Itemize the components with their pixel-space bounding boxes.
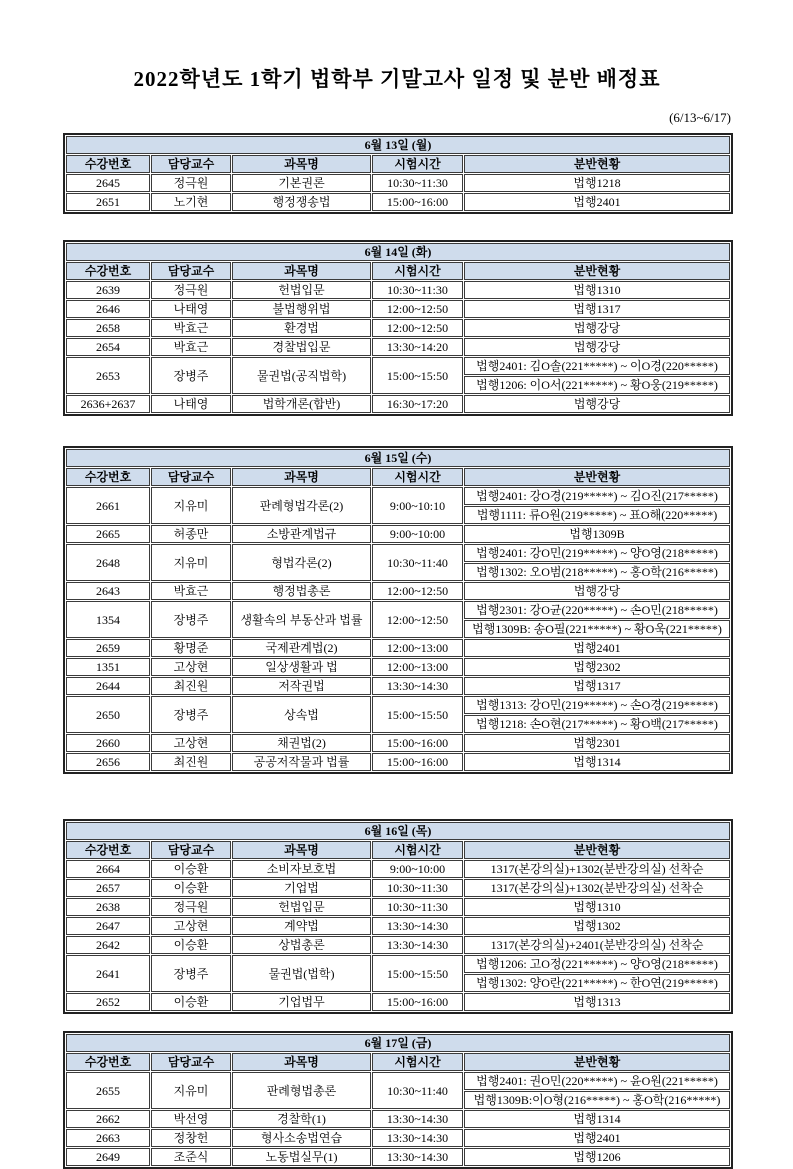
cell-course-no: 2649 [66,1148,150,1166]
cell-time: 13:30~14:30 [372,917,463,935]
cell-subject: 상법총론 [232,936,371,954]
cell-subject: 저작권법 [232,677,371,695]
cell-course-no: 2636+2637 [66,395,150,413]
cell-section: 법행1317 [464,300,730,318]
table-row [66,1072,730,1090]
column-header: 수강번호 [66,841,150,859]
cell-subject: 판례형법각론(2) [232,487,371,524]
exam-table-day-1 [63,133,733,214]
column-header: 시험시간 [372,841,463,859]
column-header: 시험시간 [372,262,463,280]
cell-course-no: 2646 [66,300,150,318]
cell-section: 법행1309B [464,525,730,543]
cell-professor: 허종만 [151,525,231,543]
exam-table-day-4 [63,819,733,1014]
cell-course-no: 2642 [66,936,150,954]
cell-professor: 박효근 [151,338,231,356]
cell-time: 12:00~12:50 [372,601,463,638]
cell-section: 법행1206 [464,1148,730,1166]
cell-time: 12:00~12:50 [372,582,463,600]
cell-subject: 환경법 [232,319,371,337]
cell-section: 법행1309B:이O형(216*****) ~ 홍O학(216*****) [464,1091,730,1109]
column-header: 담당교수 [151,841,231,859]
cell-professor: 황명준 [151,639,231,657]
cell-course-no: 2661 [66,487,150,524]
exam-table-day-5 [63,1031,733,1169]
column-header: 시험시간 [372,468,463,486]
cell-time: 13:30~14:20 [372,338,463,356]
date-range-label: (6/13~6/17) [669,110,731,125]
table-row [66,281,730,299]
table-row [66,174,730,192]
cell-section: 법행1314 [464,753,730,771]
cell-course-no: 2665 [66,525,150,543]
cell-course-no: 2638 [66,898,150,916]
table-row [66,1129,730,1147]
cell-subject: 법학개론(합반) [232,395,371,413]
cell-time: 16:30~17:20 [372,395,463,413]
column-header: 수강번호 [66,1053,150,1071]
cell-section: 법행1218 [464,174,730,192]
cell-section: 법행1218: 손O현(217*****) ~ 황O백(217*****) [464,715,730,733]
table-row [66,860,730,878]
column-header: 분반현황 [464,155,730,173]
cell-subject: 공공저작물과 법률 [232,753,371,771]
table-row [66,734,730,752]
cell-section: 법행1206: 고O정(221*****) ~ 양O영(218*****) [464,955,730,973]
cell-time: 13:30~14:30 [372,1148,463,1166]
cell-course-no: 2659 [66,639,150,657]
cell-professor: 나태영 [151,300,231,318]
table-row [66,639,730,657]
table-row [66,993,730,1011]
day-header-row [66,822,730,840]
cell-professor: 최진원 [151,677,231,695]
cell-professor: 정극원 [151,898,231,916]
cell-subject: 기업법무 [232,993,371,1011]
column-header: 과목명 [232,262,371,280]
cell-professor: 정창헌 [151,1129,231,1147]
day-header-row [66,449,730,467]
table-row [66,1148,730,1166]
cell-section: 법행2401: 김O솔(221*****) ~ 이O경(220*****) [464,357,730,375]
exam-schedule-tables [63,133,731,1169]
cell-course-no: 2662 [66,1110,150,1128]
cell-professor: 이승환 [151,993,231,1011]
cell-time: 13:30~14:30 [372,936,463,954]
day-header: 6월 13일 (월) [66,136,730,154]
table-row [66,357,730,375]
cell-time: 15:00~15:50 [372,357,463,394]
cell-subject: 국제관계법(2) [232,639,371,657]
day-header: 6월 16일 (목) [66,822,730,840]
column-header: 과목명 [232,468,371,486]
cell-course-no: 1354 [66,601,150,638]
cell-professor: 고상현 [151,658,231,676]
cell-course-no: 2639 [66,281,150,299]
cell-course-no: 2652 [66,993,150,1011]
day-header: 6월 15일 (수) [66,449,730,467]
cell-section: 법행강당 [464,319,730,337]
cell-time: 10:30~11:30 [372,174,463,192]
cell-section: 법행2401: 강O경(219*****) ~ 김O진(217*****) [464,487,730,505]
cell-section: 법행2401: 강O민(219*****) ~ 양O영(218*****) [464,544,730,562]
cell-course-no: 2657 [66,879,150,897]
cell-professor: 박효근 [151,319,231,337]
document-content [63,0,731,1169]
cell-course-no: 2664 [66,860,150,878]
cell-section: 법행1302: 오O범(218*****) ~ 홍O학(216*****) [464,563,730,581]
cell-time: 13:30~14:30 [372,1129,463,1147]
column-header: 분반현황 [464,468,730,486]
table-row [66,395,730,413]
cell-time: 15:00~15:50 [372,955,463,992]
table-row [66,677,730,695]
cell-time: 10:30~11:30 [372,281,463,299]
column-header-row [66,468,730,486]
cell-professor: 박선영 [151,1110,231,1128]
cell-section: 법행2401 [464,1129,730,1147]
exam-table-day-3 [63,446,733,774]
cell-time: 13:30~14:30 [372,677,463,695]
cell-course-no: 2654 [66,338,150,356]
page-title: 2022학년도 1학기 법학부 기말고사 일정 및 분반 배정표 [133,67,661,91]
cell-subject: 일상생활과 법 [232,658,371,676]
cell-professor: 최진원 [151,753,231,771]
cell-subject: 형사소송법연습 [232,1129,371,1147]
column-header-row [66,155,730,173]
cell-time: 12:00~12:50 [372,319,463,337]
table-row [66,582,730,600]
cell-section: 법행1310 [464,898,730,916]
cell-section: 법행1302 [464,917,730,935]
cell-course-no: 2658 [66,319,150,337]
day-header: 6월 14일 (화) [66,243,730,261]
cell-professor: 이승환 [151,879,231,897]
table-row [66,193,730,211]
cell-section: 법행2401 [464,639,730,657]
column-header: 담당교수 [151,468,231,486]
cell-section: 법행강당 [464,395,730,413]
table-row [66,319,730,337]
cell-course-no: 1351 [66,658,150,676]
cell-section: 법행1313 [464,993,730,1011]
cell-time: 15:00~16:00 [372,734,463,752]
day-header-row [66,136,730,154]
cell-time: 15:00~16:00 [372,193,463,211]
column-header: 담당교수 [151,1053,231,1071]
cell-subject: 소방관계법규 [232,525,371,543]
cell-course-no: 2660 [66,734,150,752]
cell-section: 법행2301: 강O균(220*****) ~ 손O민(218*****) [464,601,730,619]
cell-section: 1317(본강의실)+1302(분반강의실) 선착순 [464,860,730,878]
table-row [66,917,730,935]
cell-professor: 지유미 [151,487,231,524]
table-row [66,525,730,543]
cell-subject: 채권법(2) [232,734,371,752]
cell-professor: 지유미 [151,1072,231,1109]
table-row [66,487,730,505]
cell-professor: 고상현 [151,917,231,935]
column-header: 시험시간 [372,155,463,173]
cell-section: 법행2401 [464,193,730,211]
cell-subject: 행정쟁송법 [232,193,371,211]
column-header: 담당교수 [151,155,231,173]
cell-course-no: 2647 [66,917,150,935]
cell-time: 13:30~14:30 [372,1110,463,1128]
cell-time: 9:00~10:00 [372,860,463,878]
cell-time: 10:30~11:30 [372,898,463,916]
cell-professor: 고상현 [151,734,231,752]
cell-course-no: 2653 [66,357,150,394]
cell-section: 법행1111: 류O원(219*****) ~ 표O해(220*****) [464,506,730,524]
cell-professor: 장병주 [151,696,231,733]
cell-course-no: 2641 [66,955,150,992]
cell-professor: 지유미 [151,544,231,581]
cell-time: 10:30~11:40 [372,544,463,581]
cell-subject: 경찰학(1) [232,1110,371,1128]
cell-professor: 나태영 [151,395,231,413]
cell-professor: 정극원 [151,174,231,192]
exam-table-day-2 [63,240,733,416]
cell-time: 9:00~10:00 [372,525,463,543]
cell-professor: 정극원 [151,281,231,299]
cell-subject: 헌법입문 [232,281,371,299]
cell-section: 법행2302 [464,658,730,676]
cell-course-no: 2644 [66,677,150,695]
cell-professor: 노기현 [151,193,231,211]
table-row [66,338,730,356]
cell-time: 15:00~16:00 [372,993,463,1011]
cell-subject: 상속법 [232,696,371,733]
cell-course-no: 2648 [66,544,150,581]
cell-time: 10:30~11:30 [372,879,463,897]
cell-course-no: 2663 [66,1129,150,1147]
cell-subject: 기업법 [232,879,371,897]
cell-professor: 이승환 [151,936,231,954]
cell-professor: 박효근 [151,582,231,600]
day-header-row [66,1034,730,1052]
cell-section: 1317(본강의실)+1302(분반강의실) 선착순 [464,879,730,897]
cell-section: 법행1314 [464,1110,730,1128]
cell-professor: 장병주 [151,357,231,394]
cell-course-no: 2645 [66,174,150,192]
table-row [66,658,730,676]
cell-subject: 노동법실무(1) [232,1148,371,1166]
cell-subject: 불법행위법 [232,300,371,318]
cell-time: 12:00~12:50 [372,300,463,318]
cell-professor: 조준식 [151,1148,231,1166]
column-header: 과목명 [232,841,371,859]
cell-time: 12:00~13:00 [372,639,463,657]
cell-subject: 계약법 [232,917,371,935]
cell-course-no: 2643 [66,582,150,600]
day-header: 6월 17일 (금) [66,1034,730,1052]
cell-time: 15:00~15:50 [372,696,463,733]
cell-section: 법행1206: 이O서(221*****) ~ 황O웅(219*****) [464,376,730,394]
cell-section: 법행1302: 양O란(221*****) ~ 한O연(219*****) [464,974,730,992]
column-header: 시험시간 [372,1053,463,1071]
column-header: 수강번호 [66,468,150,486]
cell-section: 법행강당 [464,338,730,356]
cell-subject: 기본권론 [232,174,371,192]
cell-subject: 헌법입문 [232,898,371,916]
table-row [66,1110,730,1128]
column-header: 수강번호 [66,155,150,173]
cell-professor: 장병주 [151,601,231,638]
table-row [66,879,730,897]
column-header: 분반현황 [464,1053,730,1071]
cell-section: 법행1309B: 송O필(221*****) ~ 황O욱(221*****) [464,620,730,638]
table-row [66,544,730,562]
day-header-row [66,243,730,261]
column-header: 과목명 [232,1053,371,1071]
cell-subject: 경찰법입문 [232,338,371,356]
cell-subject: 생활속의 부동산과 법률 [232,601,371,638]
column-header-row [66,1053,730,1071]
cell-subject: 형법각론(2) [232,544,371,581]
cell-section: 법행강당 [464,582,730,600]
cell-time: 12:00~13:00 [372,658,463,676]
cell-course-no: 2655 [66,1072,150,1109]
column-header: 담당교수 [151,262,231,280]
cell-time: 10:30~11:40 [372,1072,463,1109]
table-row [66,696,730,714]
cell-section: 법행2301 [464,734,730,752]
column-header: 수강번호 [66,262,150,280]
column-header-row [66,262,730,280]
table-row [66,601,730,619]
column-header-row [66,841,730,859]
cell-course-no: 2650 [66,696,150,733]
cell-subject: 행정법총론 [232,582,371,600]
column-header: 분반현황 [464,262,730,280]
cell-professor: 이승환 [151,860,231,878]
column-header: 분반현황 [464,841,730,859]
column-header: 과목명 [232,155,371,173]
cell-subject: 판례형법총론 [232,1072,371,1109]
cell-section: 법행1310 [464,281,730,299]
cell-time: 9:00~10:10 [372,487,463,524]
cell-professor: 장병주 [151,955,231,992]
cell-subject: 물권법(공직법학) [232,357,371,394]
table-row [66,936,730,954]
cell-subject: 소비자보호법 [232,860,371,878]
table-row [66,753,730,771]
cell-section: 법행2401: 권O민(220*****) ~ 윤O원(221*****) [464,1072,730,1090]
cell-section: 법행1313: 강O민(219*****) ~ 손O경(219*****) [464,696,730,714]
cell-time: 15:00~16:00 [372,753,463,771]
table-row [66,955,730,973]
cell-section: 1317(본강의실)+2401(분반강의실) 선착순 [464,936,730,954]
table-row [66,898,730,916]
cell-course-no: 2651 [66,193,150,211]
cell-course-no: 2656 [66,753,150,771]
table-row [66,300,730,318]
cell-subject: 물권법(법학) [232,955,371,992]
cell-section: 법행1317 [464,677,730,695]
